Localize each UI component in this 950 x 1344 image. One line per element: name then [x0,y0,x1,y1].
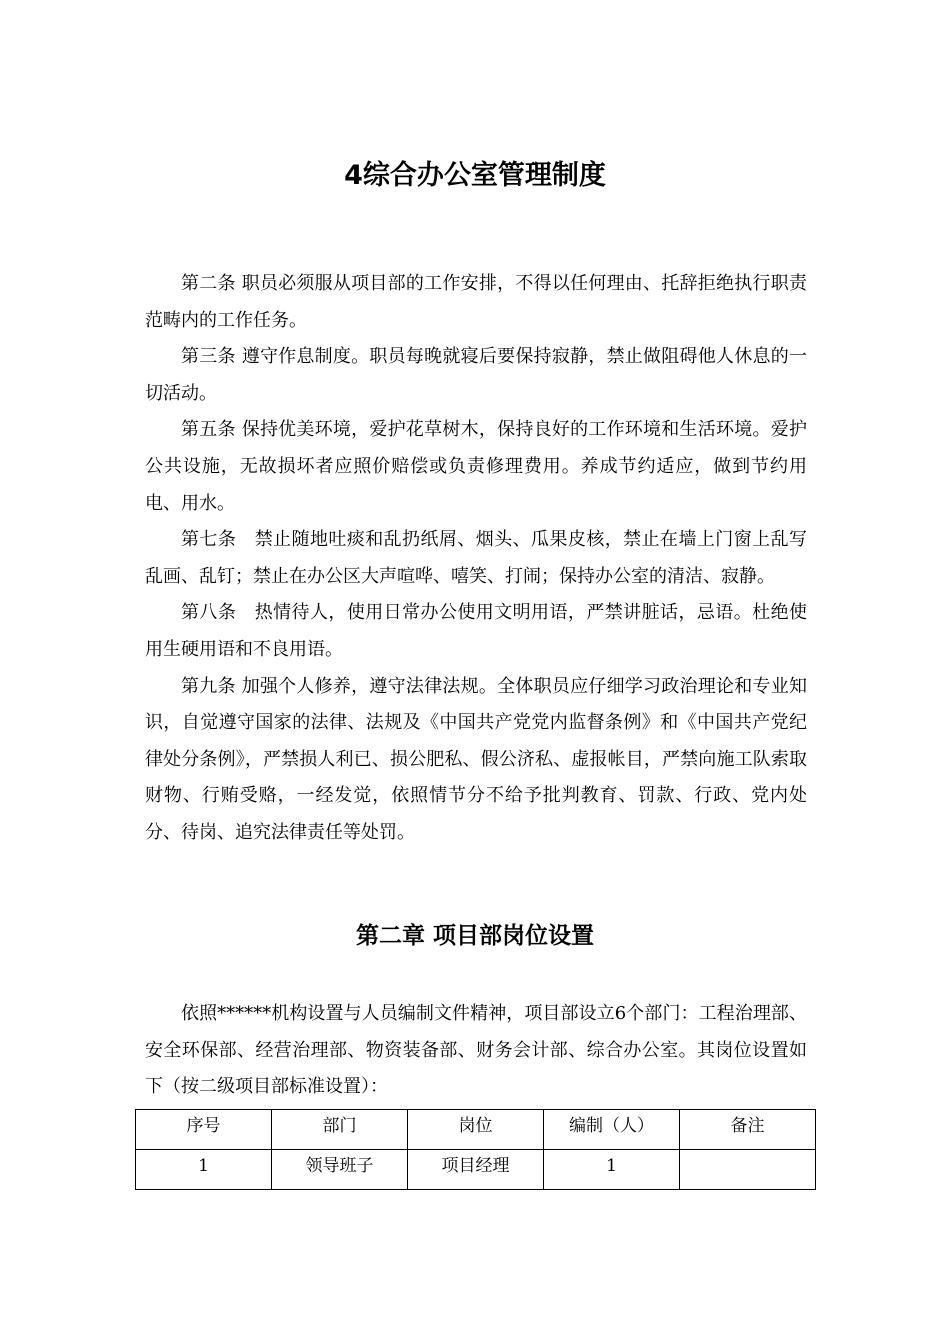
header-headcount: 编制（人） [544,1110,680,1150]
article-8: 第八条 热情待人，使用日常办公使用文明用语，严禁讲脏话，忌语。杜绝使用生硬用语和不良用语。 [145,602,807,660]
header-remarks: 备注 [680,1110,816,1150]
table-header-row [136,1110,816,1150]
article-2: 第二条 职员必须服从项目部的工作安排，不得以任何理由、托辞拒绝执行职责范畴内的工作任务。 [145,273,807,331]
position-table [135,1109,816,1190]
header-index: 序号 [136,1110,272,1150]
article-7: 第七条 禁止随地吐痰和乱扔纸屑、烟头、瓜果皮核，禁止在墙上门窗上乱写乱画、乱钉；禁止在办公区大声喧哗、嘻笑、打闹；保持办公室的清洁、寂静。 [145,529,807,587]
article-list [145,266,807,852]
cell-department: 领导班子 [272,1150,408,1190]
article-5: 第五条 保持优美环境，爱护花草树木，保持良好的工作环境和生活环境。爱护公共设施，无故损坏者应照价赔偿或负责修理费用。养成节约适应，做到节约用电、用水。 [145,419,807,514]
cell-headcount: 1 [544,1150,680,1190]
cell-position: 项目经理 [408,1150,544,1190]
article-3: 第三条 遵守作息制度。职员每晚就寝后要保持寂静，禁止做阻碍他人休息的一切活动。 [145,346,807,404]
header-department: 部门 [272,1110,408,1150]
document-title: 4综合办公室管理制度 [344,160,606,191]
chapter-title: 第二章 项目部岗位设置 [355,923,594,949]
header-position: 岗位 [408,1110,544,1150]
intro-section [145,996,807,1106]
intro-paragraph: 依照******机构设置与人员编制文件精神，项目部设立6个部门：工程治理部、安全环保部、经营治理部、物资装备部、财务会计部、综合办公室。其岗位设置如下（按二级项目部标准设置）： [145,1003,807,1098]
article-9: 第九条 加强个人修养，遵守法律法规。全体职员应仔细学习政治理论和专业知识，自觉遵守国家的法律、法规及《中国共产党党内监督条例》和《中国共产党纪律处分条例》，严禁损人利已、损公肥私、假公济私、虚报帐目，严禁向施工队索取财物、行贿受赂，一经发觉，依照情节分不给予批判教育、罚款、行政、党内处分、待岗、追究法律责任等处罚。 [145,675,807,843]
cell-remarks [680,1150,816,1190]
cell-index: 1 [136,1150,272,1190]
table-row [136,1150,816,1190]
